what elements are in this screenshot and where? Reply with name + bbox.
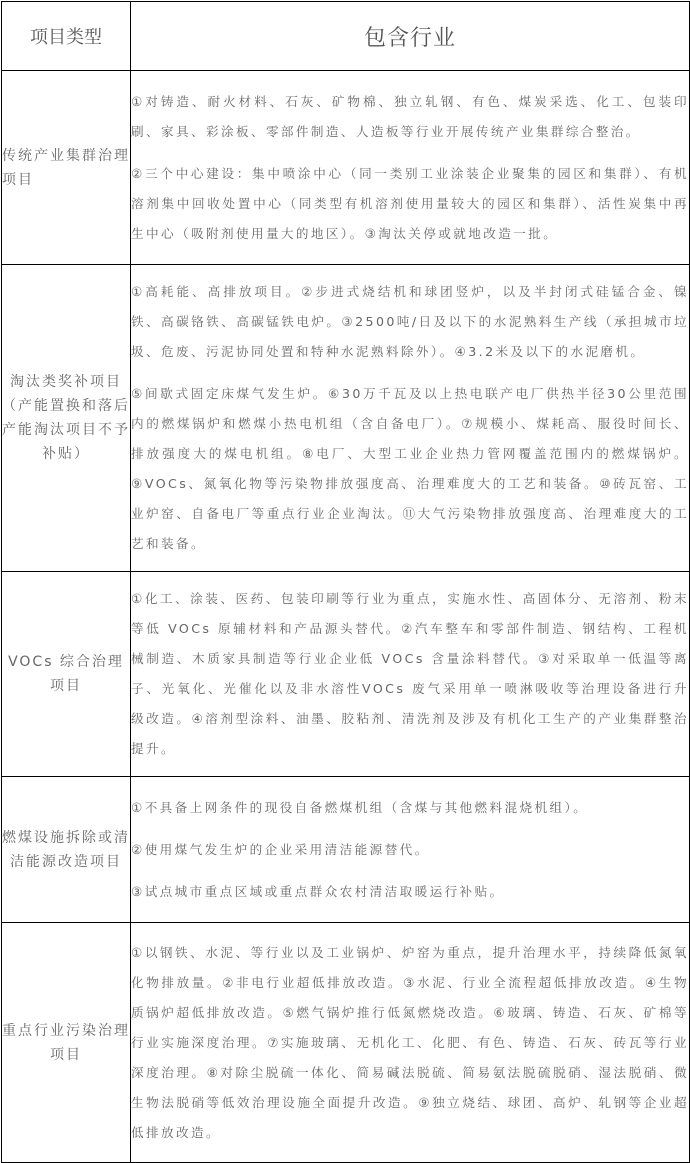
industry-paragraph: ①对铸造、耐火材料、石灰、矿物棉、独立轧钢、有色、煤炭采选、化工、包装印刷、家具、彩涂板、零部件制造、人造板等行业开展传统产业集群综合整治。 <box>131 93 689 139</box>
table-row <box>2 265 690 572</box>
table-row <box>2 71 690 265</box>
industries-cell <box>131 777 690 923</box>
table-row <box>2 777 690 923</box>
project-type-cell: VOCs 综合治理项目 <box>2 572 131 777</box>
table-row <box>2 923 690 1163</box>
industry-paragraph: ③试点城市重点区域或重点群众农村清洁取暖运行补贴。 <box>131 883 505 899</box>
project-type-cell: 传统产业集群治理项目 <box>2 71 131 265</box>
industry-paragraph: ①化工、涂装、医药、包装印刷等行业为重点，实施水性、高固体分、无溶剂、粉末等低 VOCs 原辅材料和产品源头替代。②汽车整车和零部件制造、钢结构、工程机械制造、木质家具制造等行业企业低 VOCs 含量涂料替代。③对采取单一低温等离子、光氧化、光催化以及非水溶性VOCs 废气采用单一喷淋吸收等治理设备进行升级改造。④溶剂型涂料、油墨、胶粘剂、清洗剂及涉及有机化工生产的产业集群整治提升。 <box>131 591 689 756</box>
industries-cell <box>131 71 690 265</box>
project-type-cell: 淘汰类奖补项目（产能置换和落后产能淘汰项目不予补贴） <box>2 265 131 572</box>
industry-paragraph: ①以钢铁、水泥、等行业以及工业锅炉、炉窑为重点，提升治理水平，持续降低氮氧化物排放量。②非电行业超低排放改造。③水泥、行业全流程超低排放改造。④生物质锅炉超低排放改造。⑤燃气锅炉推行低氮燃烧改造。⑥玻璃、铸造、石灰、矿棉等行业实施深度治理。⑦实施玻璃、无机化工、化肥、有色、铸造、石灰、砖瓦等行业深度治理。⑧对除尘脱硫一体化、简易碱法脱硫、简易氨法脱硫脱硝、湿法脱硝、微生物法脱硝等低效治理设施全面提升改造。⑨独立烧结、球团、高炉、轧钢等企业超低排放改造。 <box>131 944 689 1140</box>
table-header-row <box>2 2 690 71</box>
industry-paragraph: ①高耗能、高排放项目。②步进式烧结机和球团竖炉，以及半封闭式硅锰合金、镍铁、高碳铬铁、高碳锰铁电炉。③2500吨/日及以下的水泥熟料生产线（承担城市垃圾、危废、污泥协同处置和特种水泥熟料除外）。④3.2米及以下的水泥磨机。 <box>131 284 689 359</box>
industries-cell <box>131 923 690 1163</box>
project-industry-table <box>1 1 690 1163</box>
industry-paragraph: ②使用煤气发生炉的企业采用清洁能源替代。 <box>131 841 430 857</box>
header-project-type: 项目类型 <box>2 2 131 71</box>
industries-cell <box>131 265 690 572</box>
industry-paragraph: ①不具备上网条件的现役自备燃煤机组（含煤与其他燃料混烧机组）。 <box>131 799 589 815</box>
project-type-cell: 燃煤设施拆除或清洁能源改造项目 <box>2 777 131 923</box>
industries-cell <box>131 572 690 777</box>
project-type-cell: 重点行业污染治理项目 <box>2 923 131 1163</box>
table-row <box>2 572 690 777</box>
industry-paragraph: ②三个中心建设：集中喷涂中心（同一类别工业涂装企业聚集的园区和集群）、有机溶剂集中回收处置中心（同类型有机溶剂使用量较大的园区和集群）、活性炭集中再生中心（吸附剂使用量大的地区）。③淘汰关停或就地改造一批。 <box>131 165 689 241</box>
header-industries: 包含行业 <box>131 2 690 71</box>
industry-paragraph: ⑤间歇式固定床煤气发生炉。⑥30万千瓦及以上热电联产电厂供热半径30公里范围内的燃煤锅炉和燃煤小热电机组（含自备电厂）。⑦规模小、煤耗高、服役时间长、排放强度大的煤电机组。⑧电厂、大型工业企业热力管网覆盖范围内的燃煤锅炉。⑨VOCs、氮氧化物等污染物排放强度高、治理难度大的工艺和装备。⑩砖瓦窑、工业炉窑、自备电厂等重点行业企业淘汰。⑪大气污染物排放强度高、治理难度大的工艺和装备。 <box>131 386 689 551</box>
